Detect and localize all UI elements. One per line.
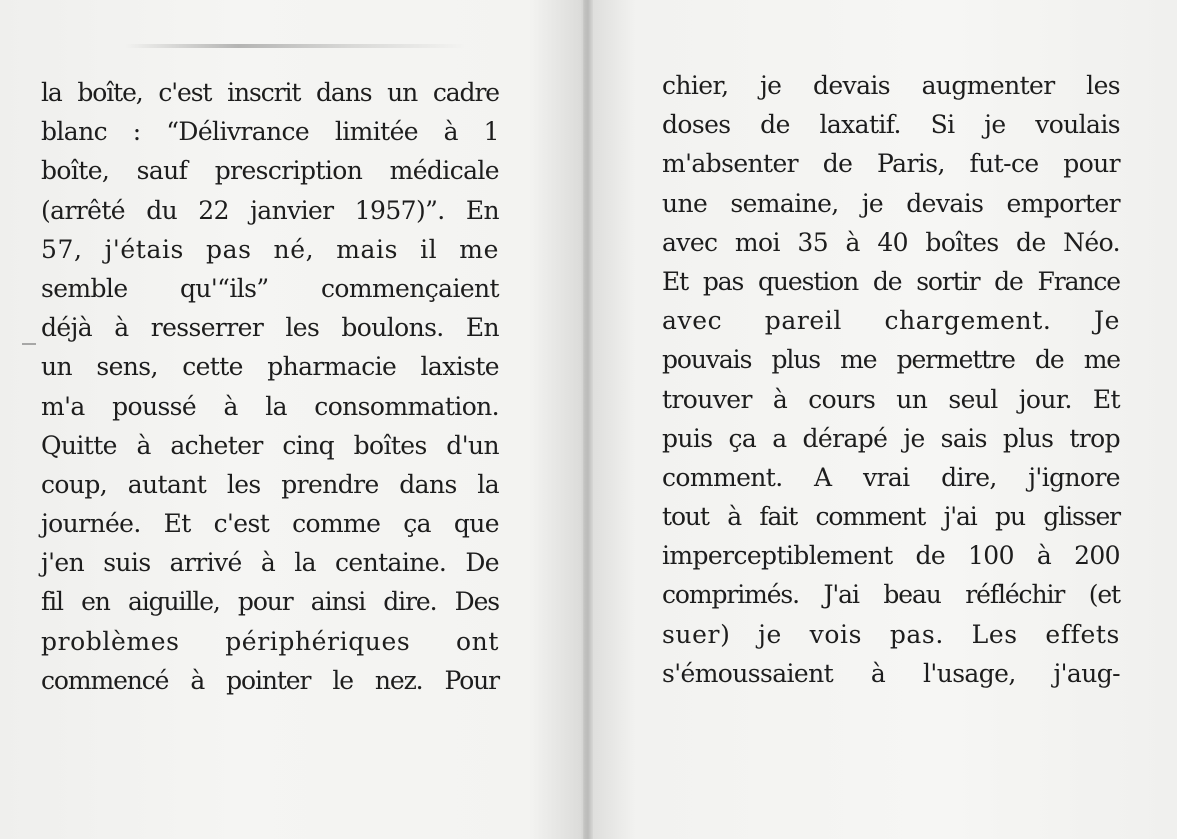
- text-line: trouver à cours un seul jour. Et: [662, 384, 1120, 414]
- text-line: suer) je vois pas. Les effets: [662, 619, 1120, 649]
- text-line: (arrêté du 22 janvier 1957)”. En: [41, 195, 499, 225]
- text-line: comprimés. J'ai beau réfléchir (et: [662, 580, 1120, 610]
- text-line: un sens, cette pharmacie laxiste: [41, 352, 499, 382]
- text-line: Et pas question de sortir de France: [662, 266, 1120, 296]
- right-page-text: [662, 66, 1120, 693]
- left-page-text: [41, 73, 499, 700]
- text-line: blanc : “Délivrance limitée à 1: [41, 117, 499, 147]
- text-line: avec pareil chargement. Je: [662, 306, 1120, 336]
- margin-mark: [22, 343, 36, 345]
- text-line: Quitte à acheter cinq boîtes d'un: [41, 430, 499, 460]
- text-line: problèmes périphériques ont: [41, 626, 499, 656]
- text-line: semble qu'“ils” commençaient: [41, 273, 499, 303]
- text-line: la boîte, c'est inscrit dans un cadre: [41, 78, 499, 107]
- text-line: coup, autant les prendre dans la: [41, 469, 499, 499]
- right-page: [591, 0, 1177, 839]
- text-line: 57, j'étais pas né, mais il me: [41, 234, 499, 264]
- text-line: puis ça a dérapé je sais plus trop: [662, 423, 1120, 453]
- text-line: déjà à resserrer les boulons. En: [41, 313, 499, 343]
- text-line: journée. Et c'est comme ça que: [41, 509, 499, 539]
- text-line: comment. A vrai dire, j'ignore: [662, 462, 1120, 492]
- text-line: pouvais plus me permettre de me: [662, 345, 1120, 375]
- left-page: [0, 0, 585, 839]
- text-line: chier, je devais augmenter les: [662, 71, 1120, 100]
- text-line: une semaine, je devais emporter: [662, 188, 1120, 218]
- text-line: m'absenter de Paris, fut-ce pour: [662, 149, 1120, 179]
- top-smudge: [125, 44, 465, 48]
- text-line: j'en suis arrivé à la centaine. De: [41, 548, 499, 578]
- text-line: boîte, sauf prescription médicale: [41, 156, 499, 186]
- text-line: fil en aiguille, pour ainsi dire. Des: [41, 587, 499, 617]
- text-line: m'a poussé à la consommation.: [41, 391, 499, 421]
- text-line: imperceptiblement de 100 à 200: [662, 541, 1120, 571]
- text-line: commencé à pointer le nez. Pour: [41, 665, 499, 695]
- text-line: doses de laxatif. Si je voulais: [662, 110, 1120, 140]
- text-line: avec moi 35 à 40 boîtes de Néo.: [662, 227, 1120, 257]
- text-line: s'émoussaient à l'usage, j'aug-: [662, 658, 1120, 688]
- text-line: tout à fait comment j'ai pu glisser: [662, 502, 1120, 532]
